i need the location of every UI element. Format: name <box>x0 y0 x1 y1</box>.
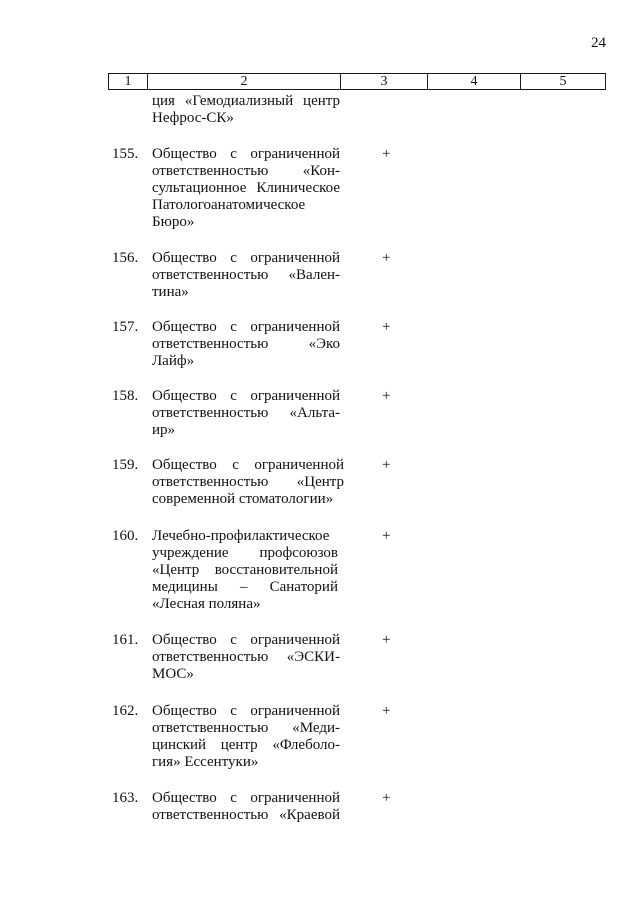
entry-line: «Центр восстановительной <box>152 562 338 578</box>
entry-line: ответственностью «Эко <box>152 336 340 352</box>
page-number: 24 <box>591 35 606 51</box>
column-3-mark: + <box>382 632 391 648</box>
column-header-table <box>108 73 606 90</box>
entry-line: ответственностью «Вален- <box>152 267 340 283</box>
entry-line: ответственностью «Центр <box>152 474 344 490</box>
entry-line: сультационное Клиническое <box>152 180 340 196</box>
column-3-mark: + <box>382 319 391 335</box>
entry-number: 158. <box>112 388 139 404</box>
column-header-1: 1 <box>109 74 148 90</box>
column-header-4: 4 <box>428 74 521 90</box>
entry-line: современной стоматологии» <box>152 491 334 507</box>
entry-line: ответственностью «Альта- <box>152 405 340 421</box>
entry-number: 157. <box>112 319 139 335</box>
entry-number: 162. <box>112 703 139 719</box>
entry-text <box>152 319 340 370</box>
entry-text <box>152 528 338 613</box>
entry-line: Лечебно-профилактическое <box>152 528 330 544</box>
entry-text <box>152 703 340 771</box>
column-3-mark: + <box>382 457 391 473</box>
entry-number: 160. <box>112 528 139 544</box>
entry-line: медицины – Санаторий <box>152 579 338 595</box>
entry-number: 161. <box>112 632 139 648</box>
entry-line: Общество с ограниченной <box>152 146 340 162</box>
column-3-mark: + <box>382 790 391 806</box>
entry-text <box>152 146 340 231</box>
entry-line: Общество с ограниченной <box>152 388 340 404</box>
entry-line: ир» <box>152 422 176 438</box>
entry-line: тина» <box>152 284 189 300</box>
entry-number: 159. <box>112 457 139 473</box>
entry-line: Нефрос-СК» <box>152 110 234 126</box>
entry-line: Общество с ограниченной <box>152 632 340 648</box>
entry-line: МОС» <box>152 666 194 682</box>
entry-line: цинский центр «Флеболо- <box>152 737 340 753</box>
entry-line: учреждение профсоюзов <box>152 545 338 561</box>
column-header-3: 3 <box>341 74 428 90</box>
entry-line: ответственностью «ЭСКИ- <box>152 649 340 665</box>
entry-line: Общество с ограниченной <box>152 250 340 266</box>
entry-number: 163. <box>112 790 139 806</box>
entry-text <box>152 457 344 508</box>
entry-line: Общество с ограниченной <box>152 790 340 806</box>
column-3-mark: + <box>382 146 391 162</box>
entry-line: ответственностью «Краевой <box>152 807 340 823</box>
entry-line: Общество с ограниченной <box>152 457 344 473</box>
column-3-mark: + <box>382 703 391 719</box>
entry-line: ответственностью «Кон- <box>152 163 340 179</box>
column-3-mark: + <box>382 528 391 544</box>
column-header-2: 2 <box>148 74 341 90</box>
entry-text <box>152 790 340 824</box>
entry-line: «Лесная поляна» <box>152 596 261 612</box>
entry-line: ответственностью «Меди- <box>152 720 340 736</box>
entry-line: Общество с ограниченной <box>152 703 340 719</box>
column-header-row <box>109 74 606 90</box>
entry-line: Лайф» <box>152 353 195 369</box>
column-header-5: 5 <box>521 74 606 90</box>
entry-line: Общество с ограниченной <box>152 319 340 335</box>
entry-text <box>152 632 340 683</box>
entry-line: гия» Ессентуки» <box>152 754 259 770</box>
entry-line: Патологоанатомическое <box>152 197 306 213</box>
column-3-mark: + <box>382 250 391 266</box>
column-3-mark: + <box>382 388 391 404</box>
entry-text <box>152 93 340 127</box>
entry-text <box>152 250 340 301</box>
entry-number: 155. <box>112 146 139 162</box>
entry-line: Бюро» <box>152 214 195 230</box>
entry-text <box>152 388 340 439</box>
entry-number: 156. <box>112 250 139 266</box>
entry-line: ция «Гемодиализный центр <box>152 93 340 109</box>
